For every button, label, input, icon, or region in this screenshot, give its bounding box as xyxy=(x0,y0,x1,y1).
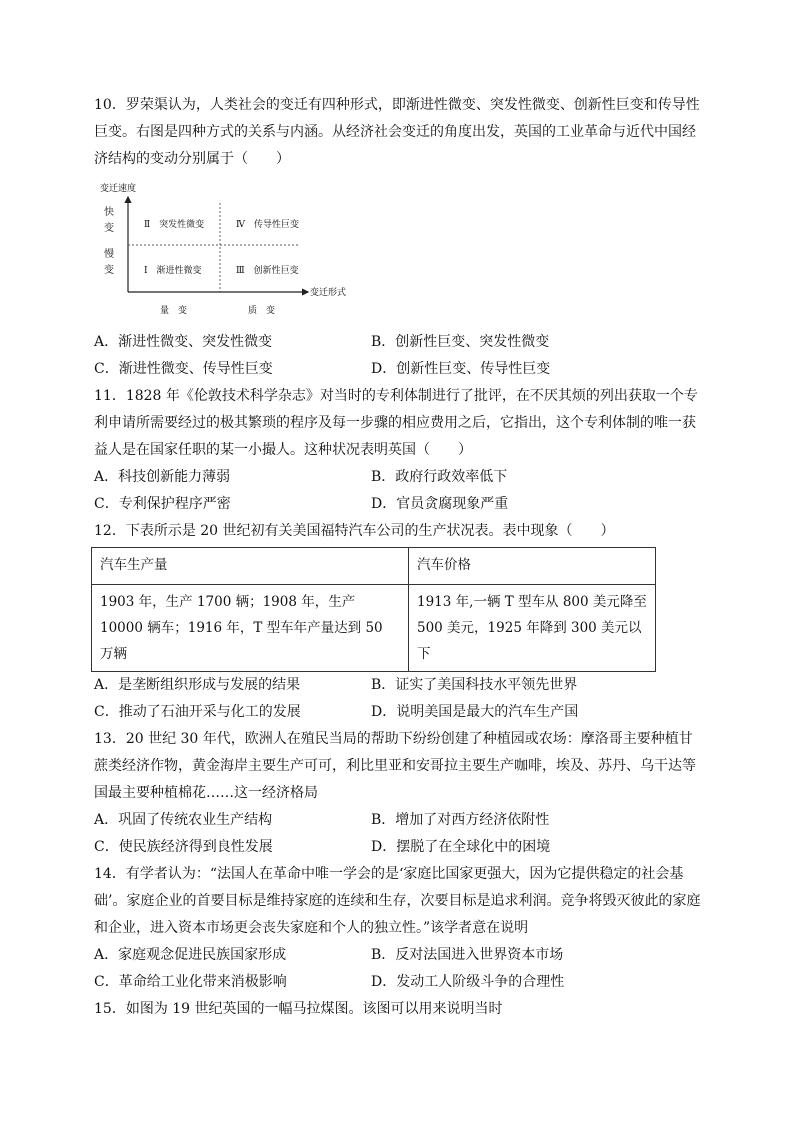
q14-options-row2 xyxy=(94,969,704,996)
q12-ford-table xyxy=(91,547,656,672)
q14-option-a[interactable]: A．家庭观念促进民族国家形成 xyxy=(94,947,287,963)
q12-option-d[interactable]: D．说明美国是最大的汽车生产国 xyxy=(371,704,579,720)
table-row xyxy=(92,585,656,672)
q11-option-c[interactable]: C．专利保护程序严密 xyxy=(94,496,231,512)
q13-stem: 13．20 世纪 30 年代，欧洲人在殖民当局的帮助下纷纷创建了种植园或农场：摩洛哥主要种植甘蔗类经济作物，黄金海岸主要生产可可，利比里亚和安哥拉主要生产咖啡，埃及、苏丹、乌干达等国最主要种植棉花……这一经济格局 xyxy=(94,731,696,801)
q15-stem: 15．如图为 19 世纪英国的一幅马拉煤图。该图可以用来说明当时 xyxy=(94,1001,503,1017)
quadrant-bottom-right: Ⅲ 创新性巨变 xyxy=(236,266,299,276)
q10-change-diagram xyxy=(98,179,368,319)
q14-stem: 14．有学者认为：“法国人在革命中唯一学会的是‘家庭比国家更强大，因为它提供稳定的社会基础’。家庭企业的首要目标是维持家庭的连续和生存，次要目标是追求利润。竞争将毁灭彼此的家庭和企业，进入资本市场更会丧失家庭和个人的独立性。”该学者意在说明 xyxy=(94,866,701,936)
quadrant-bottom-left: Ⅰ 渐进性微变 xyxy=(144,266,202,276)
table-cell-production: 1903 年，生产 1700 辆；1908 年，生产 10000 辆车；1916 年，T 型车年产量达到 50 万辆 xyxy=(92,585,409,672)
q13-options-row1 xyxy=(94,807,704,834)
table-cell-price: 1913 年,一辆 T 型车从 800 美元降至 500 美元，1925 年降到 300 美元以下 xyxy=(409,585,656,672)
quadrant-chart xyxy=(98,179,368,319)
y-fast-label: 快 变 xyxy=(104,207,114,234)
q10-stem: 10．罗荣渠认为，人类社会的变迁有四种形式，即渐进性微变、突发性微变、创新性巨变和传导性巨变。右图是四种方式的关系与内涵。从经济社会变迁的角度出发，英国的工业革命与近代中国经济结构的变动分别属于（ ） xyxy=(94,97,700,167)
x-left-label: 量 变 xyxy=(160,306,188,316)
q11-options-row2 xyxy=(94,491,704,518)
q12-option-c[interactable]: C．推动了石油开采与化工的发展 xyxy=(94,704,301,720)
q12-options-row1 xyxy=(94,672,704,699)
q14-option-c[interactable]: C．革命给工业化带来消极影响 xyxy=(94,974,287,990)
q14-option-d[interactable]: D．发动工人阶级斗争的合理性 xyxy=(371,974,565,990)
y-slow-label: 慢 变 xyxy=(104,249,114,276)
y-axis-title: 变迁速度 xyxy=(100,184,137,194)
q11-option-d[interactable]: D．官员贪腐现象严重 xyxy=(371,496,509,512)
q11-option-a[interactable]: A．科技创新能力薄弱 xyxy=(94,469,231,485)
x-axis-title: 变迁形式 xyxy=(310,288,347,298)
q11-stem: 11．1828 年《伦敦技术科学杂志》对当时的专利体制进行了批评，在不厌其烦的列出获取一个专利申请所需要经过的极其繁琐的程序及每一步骤的相应费用之后，它指出，这个专利体制的唯一获益人是在国家任职的某一小撮人。这种状况表明英国（ ） xyxy=(94,388,698,458)
q10-option-d[interactable]: D．创新性巨变、传导性巨变 xyxy=(371,361,551,377)
table-header-production: 汽车生产量 xyxy=(92,548,409,585)
q13-option-b[interactable]: B．增加了对西方经济依附性 xyxy=(371,812,550,828)
q12-option-b[interactable]: B．证实了美国科技水平领先世界 xyxy=(371,677,578,693)
q11-option-b[interactable]: B．政府行政效率低下 xyxy=(371,469,508,485)
q13-option-c[interactable]: C．使民族经济得到良性发展 xyxy=(94,839,273,855)
q10-option-b[interactable]: B．创新性巨变、突发性微变 xyxy=(371,334,550,350)
table-header-row xyxy=(92,548,656,585)
q10-options-row1 xyxy=(94,329,704,356)
q14-options-row1 xyxy=(94,942,704,969)
q13-options-row2 xyxy=(94,834,704,861)
q12-options-row2 xyxy=(94,699,704,726)
exam-page xyxy=(94,92,704,1023)
q10-option-c[interactable]: C．渐进性微变、传导性巨变 xyxy=(94,361,273,377)
q14-option-b[interactable]: B．反对法国进入世界资本市场 xyxy=(371,947,564,963)
q10-option-a[interactable]: A．渐进性微变、突发性微变 xyxy=(94,334,273,350)
q13-option-a[interactable]: A．巩固了传统农业生产结构 xyxy=(94,812,273,828)
quadrant-top-left: Ⅱ 突发性微变 xyxy=(144,220,205,230)
q12-option-a[interactable]: A．是垄断组织形成与发展的结果 xyxy=(94,677,301,693)
table-header-price: 汽车价格 xyxy=(409,548,656,585)
q12-stem: 12．下表所示是 20 世纪初有关美国福特汽车公司的生产状况表。表中现象（ ） xyxy=(94,523,615,539)
q11-options-row1 xyxy=(94,464,704,491)
q13-option-d[interactable]: D．摆脱了在全球化中的困境 xyxy=(371,839,551,855)
q10-options-row2 xyxy=(94,356,704,383)
x-right-label: 质 变 xyxy=(248,306,276,316)
quadrant-top-right: Ⅳ 传导性巨变 xyxy=(236,220,299,230)
